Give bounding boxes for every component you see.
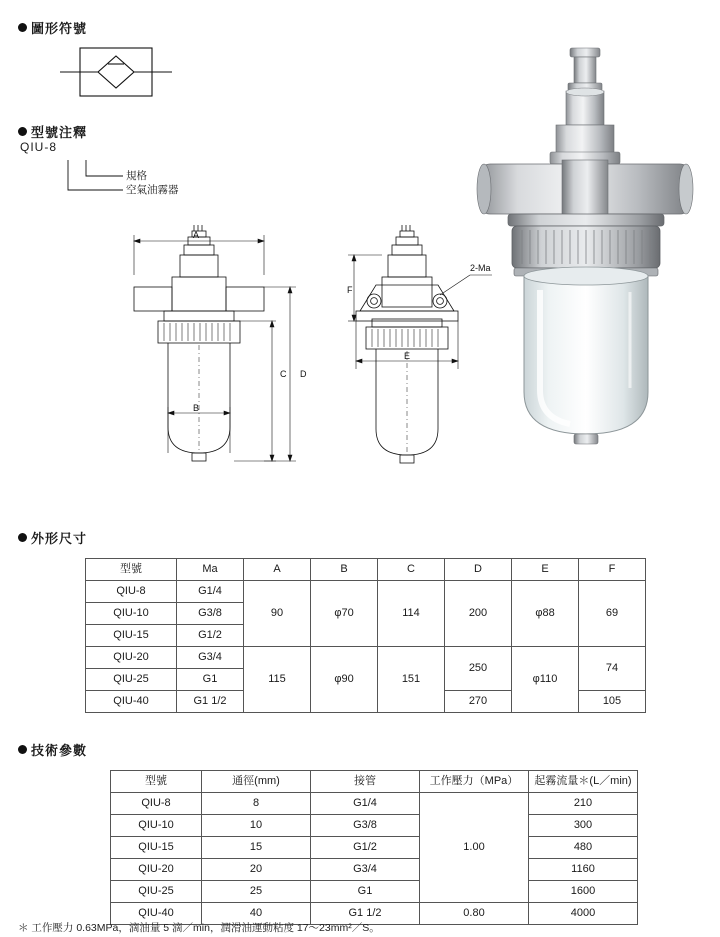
section-title-symbol: 圖形符號: [31, 21, 88, 36]
bullet-icon: [18, 127, 27, 136]
col-b: B: [311, 559, 378, 581]
cell-model: QIU-15: [86, 625, 177, 647]
col-pipe: 接管: [311, 771, 420, 793]
cell-d: 250: [445, 647, 512, 691]
cell-flow: 1600: [529, 881, 638, 903]
spec-table: [110, 770, 638, 925]
cell-d: 270: [445, 691, 512, 713]
section-heading-dimensions: [18, 528, 87, 547]
col-d: D: [445, 559, 512, 581]
cell-b: φ90: [311, 647, 378, 713]
cell-flow: 4000: [529, 903, 638, 925]
section-heading-specs: [18, 740, 87, 759]
cell-model: QIU-15: [111, 837, 202, 859]
cell-e: φ88: [512, 581, 579, 647]
svg-text:D: D: [300, 369, 307, 379]
footnote: ＊ 工作壓力 0.63MPa，滴油量 5 滴／min，潤滑油運動粘度 17～23mm²／S。: [18, 922, 380, 934]
cell-model: QIU-10: [86, 603, 177, 625]
dimension-table: [85, 558, 646, 713]
table-row: [86, 581, 646, 603]
section-heading-model-note: [18, 122, 87, 141]
section-title-specs: 技術參數: [31, 743, 88, 758]
cell-model: QIU-25: [111, 881, 202, 903]
section-title-dimensions: 外形尺寸: [31, 531, 88, 546]
spec-table-wrap: [110, 770, 638, 925]
col-e: E: [512, 559, 579, 581]
col-bore: 通徑(mm): [202, 771, 311, 793]
cell-model: QIU-20: [111, 859, 202, 881]
table-row: [111, 859, 638, 881]
svg-text:A: A: [192, 230, 200, 240]
cell-bore: 8: [202, 793, 311, 815]
table-row: [111, 815, 638, 837]
col-model: 型號: [111, 771, 202, 793]
col-a: A: [244, 559, 311, 581]
cell-e: φ110: [512, 647, 579, 713]
svg-text:F: F: [347, 285, 353, 295]
cell-pipe: G3/4: [311, 859, 420, 881]
col-flow: 起霧流量＊(L／min): [529, 771, 638, 793]
cell-a: 90: [244, 581, 311, 647]
bullet-icon: [18, 745, 27, 754]
cell-ma: G1/4: [177, 581, 244, 603]
cell-model: QIU-40: [111, 903, 202, 925]
cell-model: QIU-40: [86, 691, 177, 713]
cell-ma: G1: [177, 669, 244, 691]
cell-f: 74: [579, 647, 646, 691]
cell-model: QIU-8: [86, 581, 177, 603]
cell-pressure: 1.00: [420, 793, 529, 903]
cell-b: φ70: [311, 581, 378, 647]
table-row: [111, 793, 638, 815]
cell-pipe: G1: [311, 881, 420, 903]
cell-pipe: G3/8: [311, 815, 420, 837]
col-c: C: [378, 559, 445, 581]
cell-bore: 20: [202, 859, 311, 881]
dimension-drawing-front: [110, 215, 320, 480]
table-row: [86, 647, 646, 669]
cell-bore: 15: [202, 837, 311, 859]
dimension-drawing-side: [330, 215, 520, 480]
cell-bore: 40: [202, 903, 311, 925]
svg-text:B: B: [192, 403, 200, 413]
dimension-table-wrap: [85, 558, 646, 713]
cell-d: 200: [445, 581, 512, 647]
cell-ma: G1 1/2: [177, 691, 244, 713]
col-ma: Ma: [177, 559, 244, 581]
cell-ma: G3/8: [177, 603, 244, 625]
cell-flow: 300: [529, 815, 638, 837]
symbol-diagram: [60, 38, 180, 108]
cell-flow: 1160: [529, 859, 638, 881]
table-header-row: [111, 771, 638, 793]
table-row: [111, 881, 638, 903]
bullet-icon: [18, 23, 27, 32]
cell-f: 105: [579, 691, 646, 713]
cell-pipe: G1/2: [311, 837, 420, 859]
cell-flow: 210: [529, 793, 638, 815]
col-model: 型號: [86, 559, 177, 581]
model-note-label-spec: 規格: [126, 170, 147, 182]
table-header-row: [86, 559, 646, 581]
model-note-label-device: 空氣油霧器: [126, 184, 179, 196]
svg-text:E: E: [403, 351, 411, 361]
cell-model: QIU-10: [111, 815, 202, 837]
bullet-icon: [18, 533, 27, 542]
cell-pressure: 0.80: [420, 903, 529, 925]
table-row: [111, 837, 638, 859]
label-2-ma: 2-Ma: [470, 263, 491, 273]
cell-pipe: G1 1/2: [311, 903, 420, 925]
section-title-model-note: 型號注釋: [31, 125, 88, 140]
col-f: F: [579, 559, 646, 581]
cell-flow: 480: [529, 837, 638, 859]
cell-f: 69: [579, 581, 646, 647]
cell-c: 114: [378, 581, 445, 647]
cell-ma: G1/2: [177, 625, 244, 647]
cell-model: QIU-20: [86, 647, 177, 669]
cell-ma: G3/4: [177, 647, 244, 669]
cell-bore: 10: [202, 815, 311, 837]
cell-bore: 25: [202, 881, 311, 903]
section-heading-symbol: [18, 18, 87, 37]
model-code: QIU-8: [20, 140, 58, 154]
cell-model: QIU-8: [111, 793, 202, 815]
cell-a: 115: [244, 647, 311, 713]
col-pressure: 工作壓力（MPa）: [420, 771, 529, 793]
svg-text:C: C: [280, 369, 287, 379]
cell-model: QIU-25: [86, 669, 177, 691]
cell-c: 151: [378, 647, 445, 713]
cell-pipe: G1/4: [311, 793, 420, 815]
